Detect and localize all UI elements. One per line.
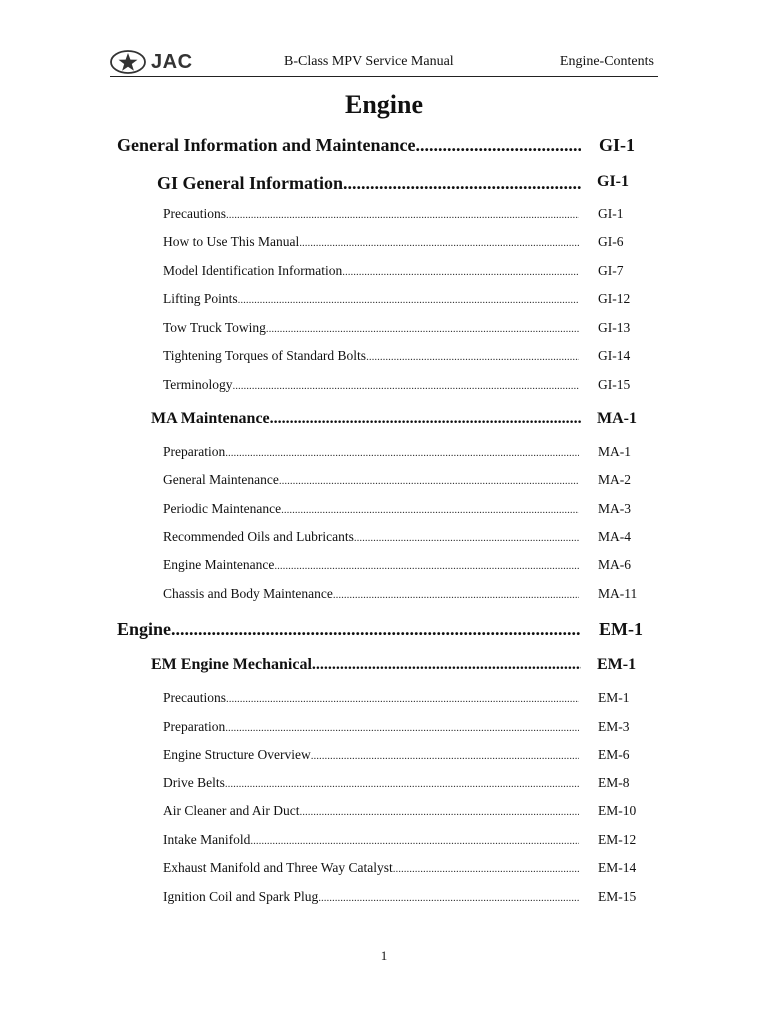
toc-entry-label: EM Engine Mechanical [151,656,312,673]
toc-leader-dots [318,892,579,904]
toc-entry-label: Ignition Coil and Spark Plug [163,889,319,904]
toc-entry [163,291,631,307]
toc-entry-page: EM-6 [598,747,630,762]
toc-leader-dots [354,532,579,544]
toc-entry [163,206,624,222]
toc-entry-page: GI-1 [599,135,635,155]
toc-entry-label: Recommended Oils and Lubricants [163,529,354,544]
toc-entry [163,234,624,250]
toc-entry-label: Terminology [163,377,233,392]
star-emblem-icon [110,50,146,74]
toc-leader-dots [312,656,581,674]
toc-entry-page: EM-1 [597,656,637,673]
toc-leader-dots [416,135,582,156]
toc-leader-dots [279,475,579,487]
toc-entry [163,472,631,488]
toc-entry-label: General Information and Maintenance [117,135,416,155]
toc-entry [163,320,631,336]
toc-entry-page: EM-8 [598,775,630,790]
toc-entry-page: MA-1 [597,410,637,427]
toc-entry-label: Lifting Points [163,291,238,306]
toc-leader-dots [299,806,579,818]
toc-leader-dots [343,173,581,194]
toc-entry-label: Chassis and Body Maintenance [163,586,333,601]
toc-entry [163,529,631,545]
toc-entry-label: Engine Structure Overview [163,747,311,762]
toc-entry-label: Tightening Torques of Standard Bolts [163,348,367,363]
toc-entry-label: Engine Maintenance [163,557,275,572]
toc-entry-label: How to Use This Manual [163,234,300,249]
toc-entry-page: EM-1 [598,690,630,705]
toc-entry [157,173,629,194]
toc-entry-label: Intake Manifold [163,832,251,847]
toc-entry-label: Exhaust Manifold and Three Way Catalyst [163,860,393,875]
toc-entry [163,444,631,460]
toc-leader-dots [274,560,579,572]
toc-entry-page: GI-1 [598,206,624,221]
toc-leader-dots [366,351,579,363]
toc-entry [163,860,637,876]
toc-entry-label: Drive Belts [163,775,225,790]
toc-entry-page: EM-14 [598,860,637,875]
toc-leader-dots [225,778,579,790]
toc-leader-dots [266,323,579,335]
toc-leader-dots [226,693,579,705]
toc-entry-page: EM-15 [598,889,637,904]
toc-entry-page: MA-11 [598,586,638,601]
toc-entry [163,719,630,735]
toc-entry-label: Precautions [163,206,226,221]
toc-entry-label: MA Maintenance [151,410,270,427]
toc-entry-page: GI-1 [597,173,629,190]
toc-entry [151,656,637,674]
toc-leader-dots [250,835,579,847]
brand-logo [110,50,193,74]
toc-entry [163,377,631,393]
toc-entry-label: Preparation [163,444,226,459]
toc-entry-page: EM-12 [598,832,637,847]
toc-entry-label: General Maintenance [163,472,279,487]
toc-entry-page: GI-7 [598,263,624,278]
toc-leader-dots [393,863,579,875]
toc-leader-dots [311,750,579,762]
page-number: 1 [380,948,388,963]
toc-leader-dots [225,722,579,734]
toc-entry-label: Precautions [163,690,226,705]
toc-entry-page: GI-15 [598,377,631,392]
toc-entry-label: GI General Information [157,173,343,193]
toc-entry [163,263,624,279]
toc-leader-dots [226,209,579,221]
toc-entry-label: Model Identification Information [163,263,343,278]
toc-entry-page: MA-1 [598,444,631,459]
logo-text: JAC [151,50,193,73]
toc-entry-page: GI-6 [598,234,624,249]
toc-entry-page: GI-12 [598,291,631,306]
toc-entry-label: Engine [117,619,172,639]
toc-entry-label: Air Cleaner and Air Duct [163,803,300,818]
toc-leader-dots [299,237,579,249]
toc-entry [163,832,637,848]
toc-entry-label: Preparation [163,719,226,734]
toc-entry [163,747,630,763]
toc-entry-page: GI-13 [598,320,631,335]
toc-leader-dots [281,504,579,516]
toc-leader-dots [238,294,579,306]
toc-entry [163,586,638,602]
toc-entry-label: Periodic Maintenance [163,501,282,516]
toc-entry-page: EM-1 [599,619,643,639]
toc-entry [163,889,637,905]
toc-entry-page: EM-3 [598,719,630,734]
toc-leader-dots [233,380,579,392]
toc-entry-page: MA-3 [598,501,631,516]
section-name: Engine-Contents [559,54,654,69]
toc-entry-page: EM-10 [598,803,637,818]
toc-entry [163,348,631,364]
toc-leader-dots [342,266,579,278]
toc-entry-page: MA-4 [598,529,631,544]
toc-entry [163,501,631,517]
toc-leader-dots [171,619,581,640]
manual-title: B-Class MPV Service Manual [284,54,454,69]
page-title: Engine [344,90,424,119]
toc-entry [117,619,643,640]
toc-entry-page: MA-6 [598,557,631,572]
page-header [110,48,658,77]
toc-leader-dots [225,447,579,459]
toc-entry [163,803,637,819]
toc-entry-page: MA-2 [598,472,631,487]
toc-leader-dots [333,589,579,601]
toc-entry [163,690,630,706]
toc-entry [151,410,637,428]
toc-entry-label: Tow Truck Towing [163,320,266,335]
toc-entry [163,557,631,573]
toc-entry [163,775,630,791]
toc-entry-page: GI-14 [598,348,631,363]
toc-entry [117,135,635,156]
toc-leader-dots [270,410,581,428]
